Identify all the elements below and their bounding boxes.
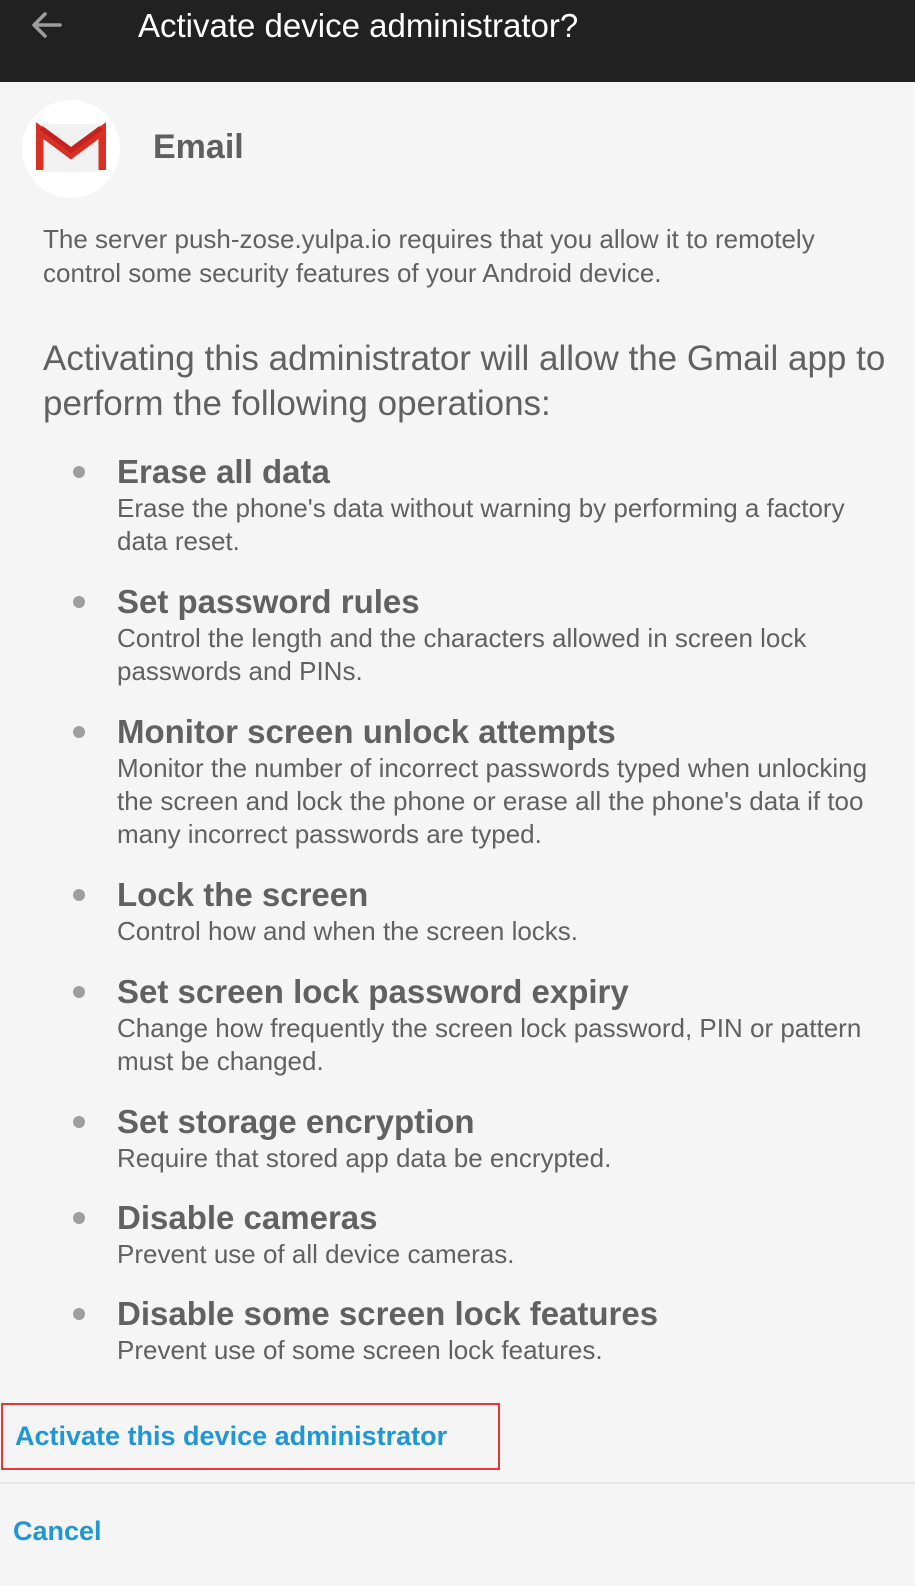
bullet-icon [73,726,85,738]
cancel-label: Cancel [13,1516,102,1546]
policy-item-disable-cameras [0,1198,915,1294]
policy-list [0,452,915,1390]
app-name: Email [153,128,244,166]
policy-title: Set password rules [117,583,420,620]
policy-item-lock-screen [0,875,915,972]
back-button[interactable] [26,4,68,46]
policy-description: Monitor the number of incorrect passwords typed when unlocking the screen and lock the phone or erase all the phone's data if too many incorrect passwords are typed. [117,753,868,849]
policy-title: Set storage encryption [117,1103,475,1140]
policy-item-storage-encryption [0,1102,915,1198]
policy-description: Require that stored app data be encrypted. [117,1143,612,1173]
app-info-row [0,100,915,200]
policy-description: Erase the phone's data without warning by performing a factory data reset. [117,493,845,556]
policy-description: Control how and when the screen locks. [117,916,579,946]
bullet-icon [73,1308,85,1320]
activate-admin-button[interactable] [1,1403,500,1470]
bullet-icon [73,466,85,478]
operations-heading: Activating this administrator will allow the Gmail app to perform the following operations: [43,339,886,423]
policy-title: Lock the screen [117,876,369,913]
policy-item-password-expiry [0,972,915,1102]
policy-description: Change how frequently the screen lock password, PIN or pattern must be changed. [117,1013,862,1076]
policy-title: Disable some screen lock features [117,1295,659,1332]
bullet-icon [73,889,85,901]
bullet-icon [73,986,85,998]
cancel-button[interactable] [0,1505,250,1561]
top-app-bar [0,0,915,82]
server-description: The server push-zose.yulpa.io requires that you allow it to remotely control some security features of your Android device. [43,224,815,288]
policy-item-disable-lock-features [0,1294,915,1390]
bullet-icon [73,1116,85,1128]
policy-title: Monitor screen unlock attempts [117,713,616,750]
bullet-icon [73,596,85,608]
policy-description: Prevent use of all device cameras. [117,1239,515,1269]
policy-description: Control the length and the characters allowed in screen lock passwords and PINs. [117,623,807,686]
policy-title: Disable cameras [117,1199,378,1236]
policy-item-password-rules [0,582,915,712]
policy-title: Set screen lock password expiry [117,973,629,1010]
bullet-icon [73,1212,85,1224]
arrow-back-icon [26,4,68,46]
policy-item-monitor-unlock [0,712,915,875]
gmail-icon [22,100,120,198]
policy-item-erase-data [0,452,915,582]
page-title: Activate device administrator? [138,7,579,44]
activate-admin-label: Activate this device administrator [15,1421,448,1451]
divider [0,1482,915,1484]
policy-title: Erase all data [117,453,330,490]
policy-description: Prevent use of some screen lock features. [117,1335,603,1365]
